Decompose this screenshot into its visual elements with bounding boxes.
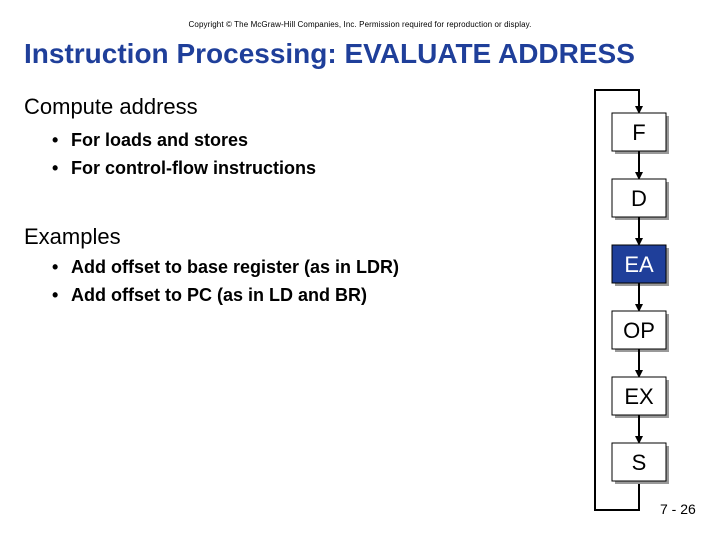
stage-label-s: S xyxy=(631,450,647,475)
bullet-item: • For loads and stores xyxy=(52,126,316,154)
copyright-notice: Copyright © The McGraw-Hill Companies, Inc. Permission required for reproduction or display. xyxy=(188,20,532,29)
page-number: 7 - 26 xyxy=(660,501,696,517)
stage-label-ea: EA xyxy=(624,252,654,277)
stage-label-op: OP xyxy=(623,318,655,343)
stage-label-d: D xyxy=(631,186,647,211)
bullet-item: • Add offset to base register (as in LDR) xyxy=(52,253,399,281)
bullet-item: • For control-flow instructions xyxy=(52,154,316,182)
section-heading-compute-address: Compute address xyxy=(24,94,198,119)
slide-title: Instruction Processing: EVALUATE ADDRESS xyxy=(24,38,635,69)
stage-label-ex: EX xyxy=(624,384,654,409)
section-heading-examples: Examples xyxy=(24,224,121,249)
bullet-item: • Add offset to PC (as in LD and BR) xyxy=(52,281,399,309)
stage-label-f: F xyxy=(632,120,646,145)
